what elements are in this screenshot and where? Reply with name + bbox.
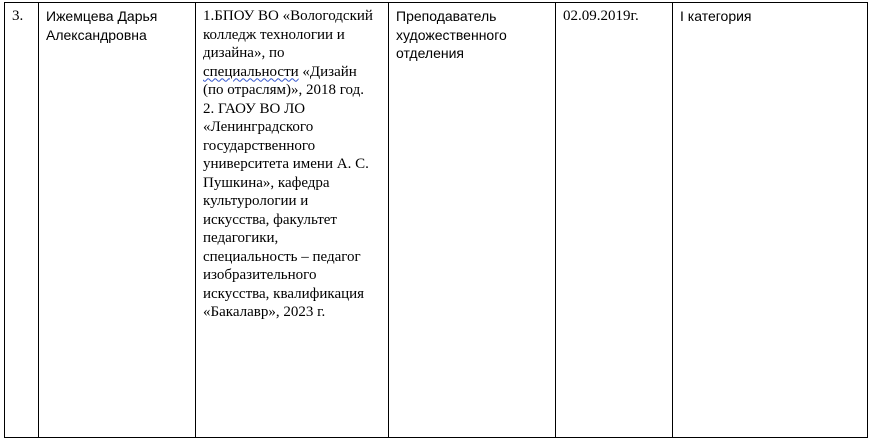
- position-line: художественного: [396, 26, 507, 43]
- education-line: педагогики,: [203, 230, 279, 246]
- cell-education: [196, 3, 389, 438]
- cell-number: [5, 3, 39, 438]
- education-line: специальность – педагог: [203, 248, 361, 265]
- qualification-category: I категория: [680, 8, 752, 24]
- row-number: 3.: [12, 8, 24, 24]
- education-line: [203, 63, 382, 82]
- cell-position: [389, 3, 556, 438]
- education-paragraph-1: [203, 7, 382, 100]
- education-line: Пушкина», кафедра: [203, 174, 330, 191]
- staff-table: [4, 2, 868, 438]
- education-line: искусства, квалификация: [203, 285, 365, 302]
- education-line: культурологии и: [203, 193, 309, 209]
- education-line: 2. ГАОУ ВО ЛО: [203, 100, 306, 117]
- education-line: изобразительного: [203, 267, 317, 283]
- position-line: отделения: [396, 45, 465, 61]
- education-line: «Ленинградского: [203, 119, 314, 135]
- education-line: колледж технологии и: [203, 26, 345, 43]
- name-line: Ижемцева Дарья: [46, 8, 158, 24]
- education-line: государственного: [203, 137, 316, 154]
- cell-category: [673, 3, 868, 438]
- education-line: дизайна», по: [203, 45, 285, 61]
- education-line: (по отраслям)», 2018 год.: [203, 82, 364, 98]
- spellcheck-underlined-word: специальности: [203, 63, 299, 80]
- education-line: университета имени А. С.: [203, 156, 369, 172]
- hire-date: 02.09.2019г.: [563, 8, 639, 24]
- table-row: [5, 3, 868, 438]
- education-paragraph-2: [203, 100, 382, 322]
- position-line: Преподаватель: [396, 8, 497, 24]
- cell-name: [39, 3, 196, 438]
- education-line: «Бакалавр», 2023 г.: [203, 304, 326, 320]
- name-line: Александровна: [46, 26, 147, 43]
- education-line-rest: «Дизайн: [298, 63, 357, 80]
- cell-date: [556, 3, 673, 438]
- education-line: искусства, факультет: [203, 211, 337, 228]
- education-line: 1.БПОУ ВО «Вологодский: [203, 8, 373, 24]
